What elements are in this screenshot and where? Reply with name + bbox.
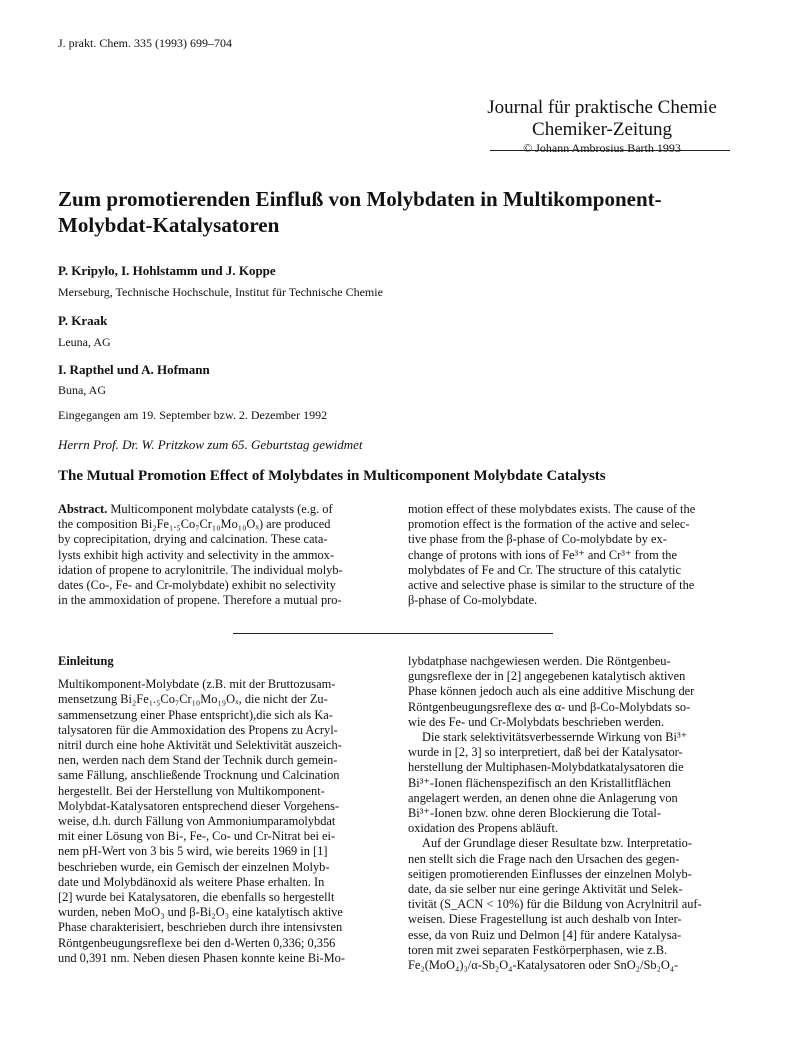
body-line: mensetzung Bi₂Fe₁.₅Co₇Cr₁₀Mo₁₉Oₓ, die nicht der Zu- [58, 692, 328, 707]
journal-citation: J. prakt. Chem. 335 (1993) 699–704 [58, 36, 232, 50]
abstract-line: by coprecipitation, drying and calcination. These cata- [58, 532, 328, 547]
abstract-line: lysts exhibit high activity and selectivity in the ammox- [58, 547, 334, 562]
journal-masthead [472, 97, 732, 155]
author-group-1: P. Kripylo, I. Hohlstamm und J. Koppe [58, 263, 276, 278]
body-line: Bi³⁺-Ionen flächenspezifisch an den Kristallitflächen [408, 775, 671, 790]
journal-name: Journal für praktische Chemie [487, 97, 717, 118]
body-line: und 0,391 nm. Neben diesen Phasen konnte keine Bi-Mo- [58, 950, 345, 965]
abstract-line: motion effect of these molybdates exists. The cause of the [408, 502, 696, 516]
abstract-line: change of protons with ions of Fe³⁺ and Cr³⁺ from the [408, 547, 677, 562]
body-right-column [408, 654, 734, 973]
body-line: wie des Fe- und Cr-Molybdats beschrieben werden. [408, 714, 665, 729]
body-line: date, da sie selber nur eine geringe Aktivität und Selek- [408, 882, 683, 897]
author-group-2: P. Kraak [58, 313, 108, 328]
abstract-label: Abstract. [58, 502, 108, 516]
body-line: date und Molybdänoxid als weitere Phase erhalten. In [58, 874, 325, 889]
body-left-column [58, 654, 384, 966]
abstract-line: Multicomponent molybdate catalysts (e.g. of [107, 502, 333, 516]
body-line: Röntgenbeugungsreflexe bei den d-Werten 0,336; 0,356 [58, 935, 336, 950]
body-line: beschrieben wurde, ein Gemisch der einzelnen Molyb- [58, 859, 330, 874]
affiliation-3: Buna, AG [58, 383, 106, 397]
abstract-right [408, 502, 734, 608]
body-line: Bi³⁺-Ionen bzw. ohne deren Blockierung die Total- [408, 806, 661, 821]
body-line: Phase charakterisiert, beschrieben durch ihre intensivsten [58, 920, 343, 935]
body-line: seitigen promotierenden Einflusses der einzelnen Molyb- [408, 866, 692, 881]
body-line: wurden, neben MoO₃ und β-Bi₂O₃ eine katalytisch aktive [58, 905, 343, 920]
body-line: Auf der Grundlage dieser Resultate bzw. Interpretatio- [422, 836, 692, 851]
body-line: tivität (S_ACN < 10%) für die Bildung von Acrylnitril auf- [408, 897, 702, 912]
body-line: hergestellt. Bei der Herstellung von Multikomponent- [58, 783, 325, 798]
body-line: Phase können jedoch auch als eine additive Mischung der [408, 684, 695, 699]
body-line: sammensetzung einer Phase entspricht),die sich als Ka- [58, 707, 333, 722]
body-line: Die stark selektivitätsverbessernde Wirkung von Bi³⁺ [422, 730, 688, 745]
dedication: Herrn Prof. Dr. W. Pritzkow zum 65. Geburtstag gewidmet [58, 437, 363, 452]
abstract-line: promotion effect is the formation of the active and selec- [408, 517, 690, 532]
masthead-rule [490, 150, 730, 151]
abstract-separator [233, 633, 553, 634]
body-line: Molybdat-Katalysatoren entsprechend dieser Vorgehens- [58, 798, 340, 813]
body-line: nitril durch eine hohe Aktivität und Selektivität auszeich- [58, 738, 342, 753]
author-group-3: I. Rapthel und A. Hofmann [58, 362, 210, 377]
body-line: nen, werden nach dem Stand der Technik durch gemein- [58, 753, 338, 768]
affiliation-1: Merseburg, Technische Hochschule, Institut für Technische Chemie [58, 285, 383, 299]
abstract-line: β-phase of Co-molybdate. [408, 593, 538, 608]
body-line: nen stellt sich die Frage nach den Ursachen des gegen- [408, 851, 680, 866]
abstract-line: idation of propene to acrylonitrile. The individual molyb- [58, 562, 343, 577]
body-line: Multikomponent-Molybdate (z.B. mit der Bruttozusam- [58, 677, 336, 692]
body-line: oxidation des Propens abläuft. [408, 821, 559, 836]
journal-subtitle: Chemiker-Zeitung [532, 119, 672, 140]
body-line: toren mit zwei separaten Festkörperphasen, wie z.B. [408, 942, 668, 957]
body-line: gungsreflexe der in [2] angegebenen katalytisch aktiven [408, 669, 686, 684]
abstract-line: tive phase from the β-phase of Co-molybdate by ex- [408, 532, 667, 547]
abstract-line: active and selective phase is similar to the structure of the [408, 578, 695, 593]
body-line: weise, d.h. durch Fällung von Ammoniumparamolybdat [58, 814, 336, 829]
abstract-left [58, 502, 384, 608]
body-line: wurde in [2, 3] so interpretiert, daß bei der Katalysator- [408, 745, 683, 760]
english-title: The Mutual Promotion Effect of Molybdates in Multicomponent Molybdate Catalysts [58, 468, 606, 484]
body-line: Röntgenbeugungsreflexe des α- und β-Co-Molybdats so- [408, 699, 691, 714]
article-title: Zum promotierenden Einfluß von Molybdaten in Multikomponent-Molybdat-Katalysatoren [58, 187, 662, 237]
body-line: weisen. Diese Fragestellung ist auch deshalb von Inter- [408, 912, 682, 927]
section-heading: Einleitung [58, 654, 114, 668]
body-line: mit einer Lösung von Bi-, Fe-, Co- und Cr-Nitrat bei ei- [58, 829, 336, 844]
body-line: lybdatphase nachgewiesen werden. Die Röntgenbeu- [408, 654, 671, 668]
abstract-line: dates (Co-, Fe- and Cr-molybdate) exhibit no selectivity [58, 578, 336, 593]
abstract-line: in the ammoxidation of propene. Therefore a mutual pro- [58, 593, 342, 608]
body-line: angelagert werden, an denen ohne die Anlagerung von [408, 790, 678, 805]
affiliation-2: Leuna, AG [58, 335, 111, 349]
body-line: herstellung der Multiphasen-Molybdatkatalysatoren die [408, 760, 684, 775]
abstract-line: molybdates of Fe and Cr. The structure of this catalytic [408, 562, 681, 577]
body-line: same Fällung, anschließende Trocknung und Calcination [58, 768, 340, 783]
body-line: talysatoren für die Ammoxidation des Propens zu Acryl- [58, 722, 338, 737]
body-line: Fe₂(MoO₄)₃/α-Sb₂O₄-Katalysatoren oder SnO₂/Sb₂O₄- [408, 958, 679, 973]
body-line: [2] wurde bei Katalysatoren, die ebenfalls so hergestellt [58, 890, 335, 905]
received-date: Eingegangen am 19. September bzw. 2. Dezember 1992 [58, 408, 328, 422]
journal-copyright: © Johann Ambrosius Barth 1993 [523, 141, 681, 155]
abstract-line: the composition Bi₂Fe₁.₅Co₇Cr₁₀Mo₁₀Oₓ) are produced [58, 517, 331, 532]
body-line: nem pH-Wert von 3 bis 5 wird, wie bereits 1969 in [1] [58, 844, 328, 859]
body-line: esse, da von Ruiz und Delmon [4] für andere Katalysa- [408, 927, 682, 942]
